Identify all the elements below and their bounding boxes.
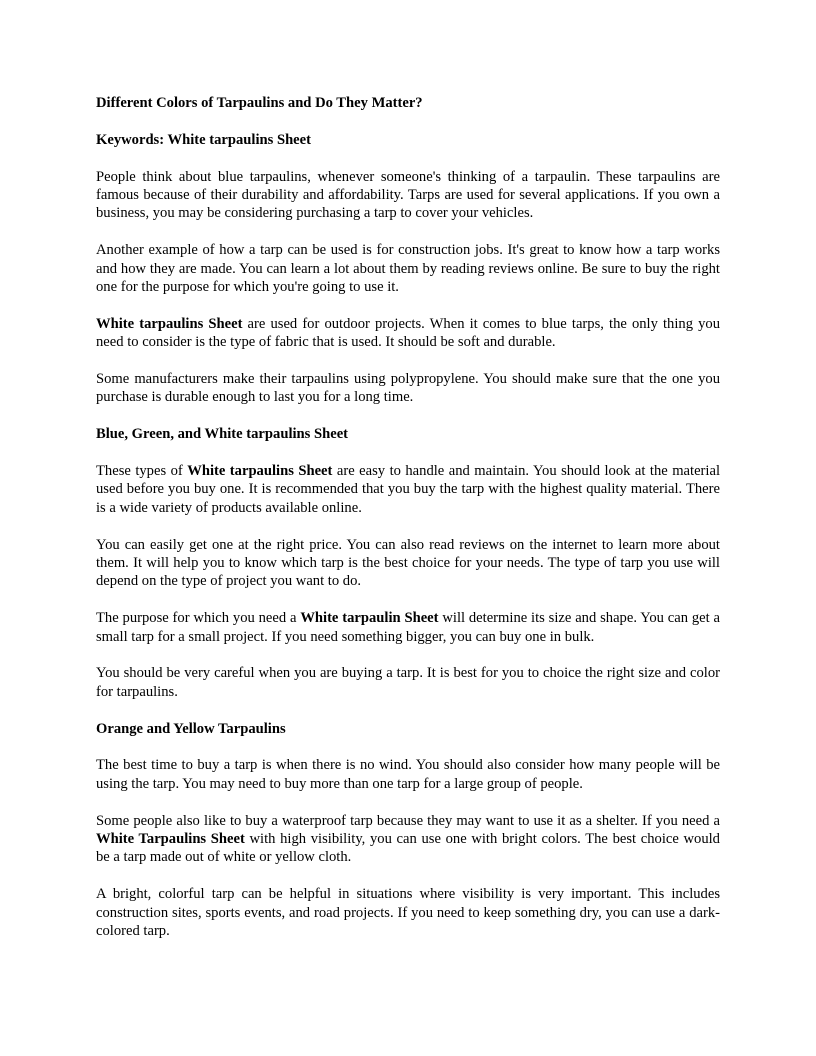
document-title: Different Colors of Tarpaulins and Do They Matter? — [96, 95, 423, 111]
paragraph-11: A bright, colorful tarp can be helpful in situations where visibility is very important. This includes construction sites, sports events, and road projects. If you need to keep something dry, you can use a dark-colored tarp. — [96, 886, 720, 940]
paragraph-3-text: are used for outdoor projects. When it comes to blue tarps, the only thing you need to consider is the type of fabric that is used. It should be soft and durable. — [96, 315, 721, 351]
keyword-bold: White tarpaulins Sheet — [187, 463, 333, 480]
paragraph-4: Some manufacturers make their tarpaulins using polypropylene. You should make sure that the one you purchase is durable enough to last you for a long time. — [96, 371, 720, 406]
keyword-bold: White tarpaulins Sheet — [96, 315, 243, 332]
paragraph-10-text: with high visibility, you can use one with bright colors. The best choice would be a tarp made out of white or yellow cloth. — [96, 831, 720, 866]
paragraph-10-lead: Some people also like to buy a waterproof tarp because they may want to use it as a shelter. If you need a — [96, 812, 720, 829]
section-heading-blue-green-white: Blue, Green, and White tarpaulins Sheet — [96, 426, 349, 443]
paragraph-3 — [96, 315, 720, 352]
keyword-bold: White Tarpaulins Sheet — [96, 831, 245, 848]
section-heading-orange-yellow: Orange and Yellow Tarpaulins — [96, 720, 286, 737]
paragraph-5-lead: These types of — [96, 463, 188, 480]
paragraph-7-text: will determine its size and shape. You can get a small tarp for a small project. If you need something bigger, you can buy one in bulk. — [96, 610, 720, 645]
paragraph-1: People think about blue tarpaulins, whenever someone's thinking of a tarpaulin. These tarpaulins are famous because of their durability and affordability. Tarps are used for several applications. If you own a business, you may be considering purchasing a tarp to cover your vehicles. — [96, 168, 720, 222]
paragraph-2: Another example of how a tarp can be used is for construction jobs. It's great to know how a tarp works and how they are made. You can learn a lot about them by reading reviews online. Be sure to buy the right one for the purpose for which you're going to use it. — [96, 242, 720, 296]
paragraph-6: You can easily get one at the right price. You can also read reviews on the internet to learn more about them. It will help you to know which tarp is the best choice for your needs. The type of tarp you use will depend on the type of project you want to do. — [96, 536, 720, 590]
paragraph-7 — [96, 609, 720, 646]
paragraph-7-lead: The purpose for which you need a — [96, 610, 301, 627]
paragraph-8: You should be very careful when you are buying a tarp. It is best for you to choice the right size and color for tarpaulins. — [96, 665, 720, 700]
document-page — [96, 94, 720, 959]
paragraph-5-text: are easy to handle and maintain. You should look at the material used before you buy one. It is recommended that you buy the tarp with the highest quality material. There is a wide variety of products available online. — [96, 463, 721, 516]
paragraph-5 — [96, 462, 720, 517]
keyword-bold: White tarpaulin Sheet — [300, 610, 439, 627]
keywords-line: Keywords: White tarpaulins Sheet — [96, 131, 311, 148]
paragraph-10 — [96, 812, 720, 867]
paragraph-9: The best time to buy a tarp is when there is no wind. You should also consider how many people will be using the tarp. You may need to buy more than one tarp for a large group of people. — [96, 757, 720, 792]
